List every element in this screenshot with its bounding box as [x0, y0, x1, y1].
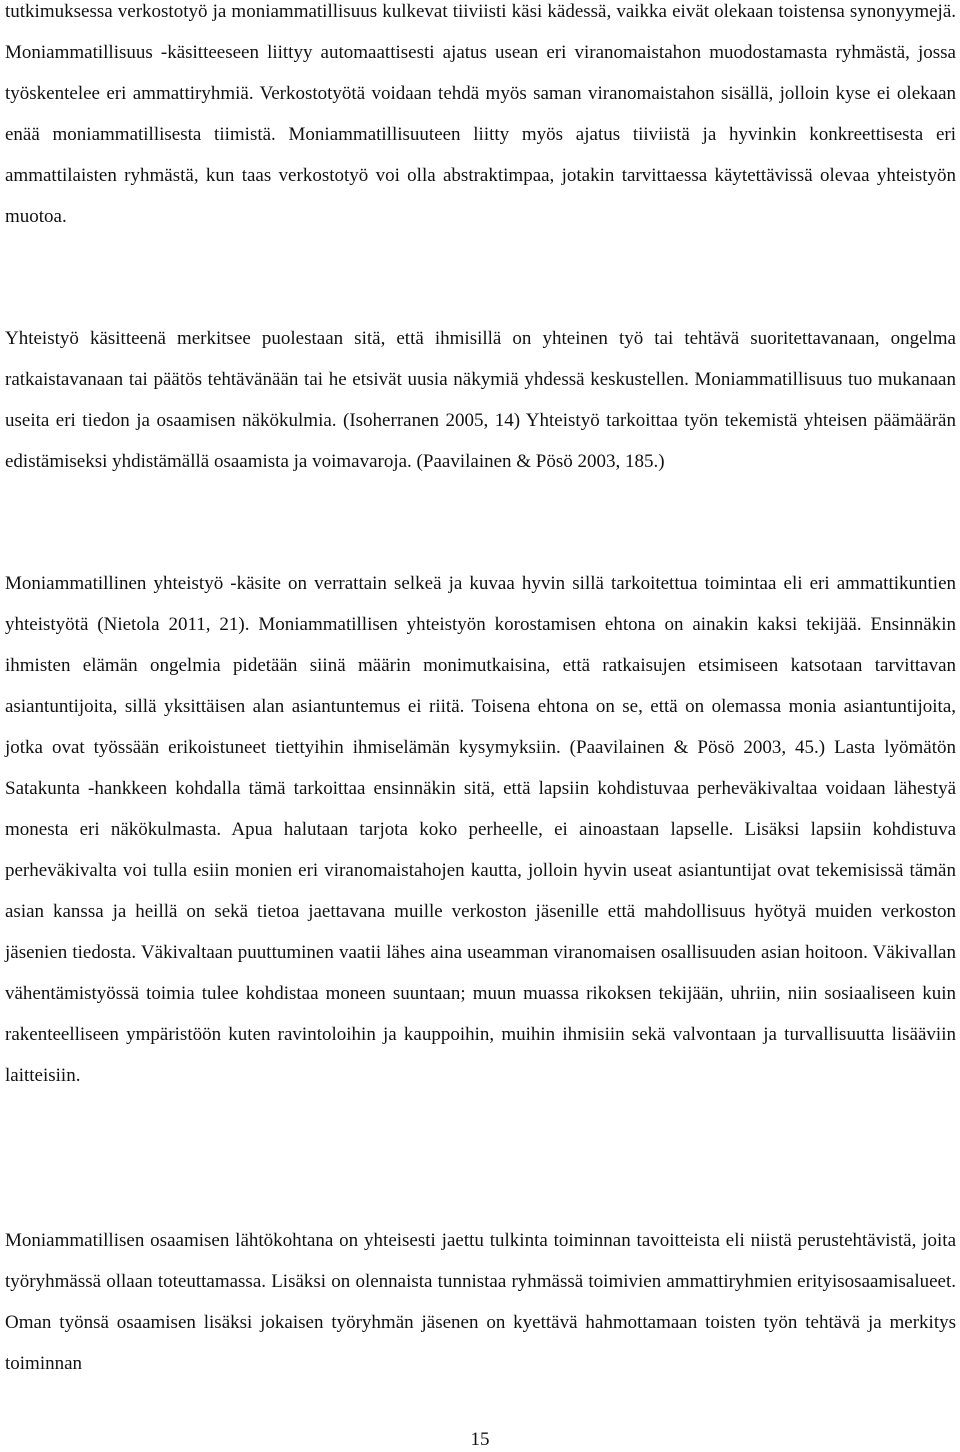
paragraph-2: Yhteistyö käsitteenä merkitsee puolestaan sitä, että ihmisillä on yhteinen työ tai tehtävä suoritettavanaan, ongelma ratkaistavanaan tai päätös tehtävänään tai he etsivät uusia näkymiä yhdessä keskustellen. Moniammatillisuus tuo mukanaan useita eri tiedon ja osaamisen näkökulmia. (Isoherranen 2005, 14) Yhteistyö tarkoittaa työn tekemistä yhteisen päämäärän edistämiseksi yhdistämällä osaamista ja voimavaroja. (Paavilainen & Pösö 2003, 185.) — [5, 328, 956, 472]
page-number: 15 — [470, 1429, 490, 1450]
paragraph-1: tutkimuksessa verkostotyö ja moniammatillisuus kulkevat tiiviisti käsi kädessä, vaikka eivät olekaan toistensa synonyymejä. Moniammatillisuus -käsitteeseen liittyy automaattisesti ajatus usean eri viranomaistahon muodostamasta ryhmästä, jossa työskentelee eri ammattiryhmiä. Verkostotyötä voidaan tehdä myös saman viranomaistahon sisällä, jolloin kyse ei olekaan enää moniammatillisesta tiimistä. Moniammatillisuuteen liitty myös ajatus tiiviistä ja hyvinkin konkreettisesta eri ammattilaisten ryhmästä, kun taas verkostotyö voi olla abstraktimpaa, jotakin tarvittaessa käytettävissä olevaa yhteistyön muotoa. — [5, 1, 956, 227]
paragraph-4: Moniammatillisen osaamisen lähtökohtana on yhteisesti jaettu tulkinta toiminnan tavoitteista eli niistä perustehtävistä, joita työryhmässä ollaan toteuttamassa. Lisäksi on olennaista tunnistaa ryhmässä toimivien ammattiryhmien erityisosaamisalueet. Oman työnsä osaamisen lisäksi jokaisen työryhmän jäsenen on kyettävä hahmottamaan toisten työn tehtävä ja merkitys toiminnan — [5, 1230, 956, 1374]
paragraph-3: Moniammatillinen yhteistyö -käsite on verrattain selkeä ja kuvaa hyvin sillä tarkoitettua toimintaa eli eri ammattikuntien yhteistyötä (Nietola 2011, 21). Moniammatillisen yhteistyön korostamisen ehtona on ainakin kaksi tekijää. Ensinnäkin ihmisten elämän ongelmia pidetään siinä määrin monimutkaisina, että ratkaisujen etsimiseen katsotaan tarvittavan asiantuntijoita, sillä yksittäisen alan asiantuntemus ei riitä. Toisena ehtona on se, että on olemassa monia asiantuntijoita, jotka ovat työssään erikoistuneet tiettyihin ihmiselämän kysymyksiin. (Paavilainen & Pösö 2003, 45.) Lasta lyömätön Satakunta -hankkeen kohdalla tämä tarkoittaa ensinnäkin sitä, että lapsiin kohdistuvaa perheväkivaltaa voidaan lähestyä monesta eri näkökulmasta. Apua halutaan tarjota koko perheelle, ei ainoastaan lapselle. Lisäksi lapsiin kohdistuva perheväkivalta voi tulla esiin monien eri viranomaistahojen kautta, jolloin hyvin useat asiantuntijat ovat tekemisissä tämän asian kanssa ja heillä on sekä tietoa jaettavana muille verkoston jäsenille että mahdollisuus hyötyä muiden verkoston jäsenien tiedosta. Väkivaltaan puuttuminen vaatii lähes aina useamman viranomaisen osallisuuden asian hoitoon. Väkivallan vähentämistyössä toimia tulee kohdistaa moneen suuntaan; muun muassa rikoksen tekijään, uhriin, niin sosiaaliseen kuin rakenteelliseen ympäristöön kuten ravintoloihin ja kauppoihin, muihin ihmisiin sekä valvontaan ja turvallisuutta lisääviin laitteisiin. — [5, 573, 956, 1086]
